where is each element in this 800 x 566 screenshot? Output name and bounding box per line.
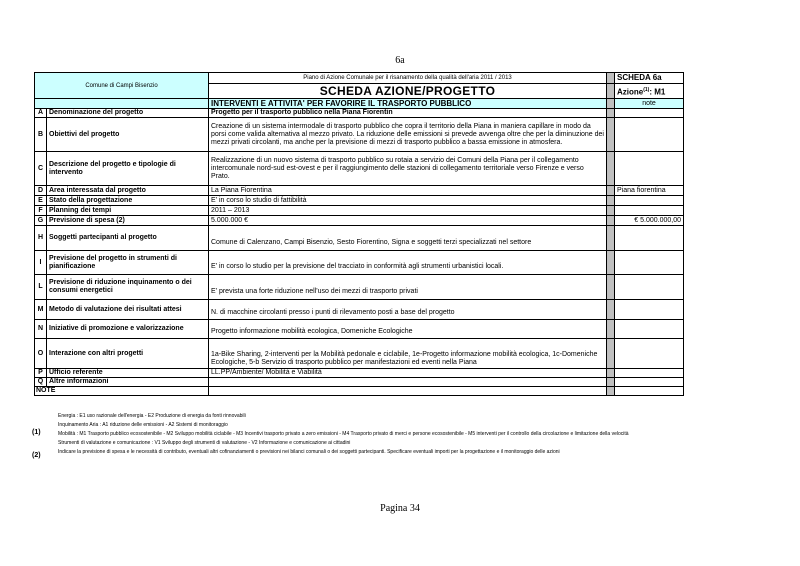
row-value: La Piana Fiorentina — [209, 186, 607, 196]
row-note — [615, 206, 684, 216]
action-sheet-table — [34, 72, 684, 396]
scheda-label: SCHEDA 6a — [615, 73, 684, 84]
row-value: E' in corso lo studio di fattibilità — [209, 196, 607, 206]
row-code: A — [35, 109, 47, 118]
note-column-header: note — [615, 99, 684, 109]
row-note: Piana fiorentina — [615, 186, 684, 196]
gray-separator — [607, 73, 615, 84]
row-code: B — [35, 118, 47, 152]
table-row — [35, 152, 684, 186]
category-title: INTERVENTI E ATTIVITA' PER FAVORIRE IL TRASPORTO PUBBLICO — [209, 99, 607, 109]
footnote-line: Mobilità : M1 Trasporto pubblico ecosostenibile - M2 Sviluppo mobilità ciclabile - M3 Incentivi trasporto privato a zero emissioni - M4 Trasporto privato di merci e persone ecosostenibile - M5 interventi per il controllo della circolazione e limitazione della velocità — [58, 431, 629, 437]
row-value: Progetto per il trasporto pubblico nella Piana Fiorentin — [209, 109, 607, 118]
row-label: Planning dei tempi — [47, 206, 209, 216]
row-note — [615, 196, 684, 206]
row-label: Previsione di spesa (2) — [47, 216, 209, 226]
row-label: Previsione di riduzione inquinamento o dei consumi energetici — [47, 275, 209, 300]
row-label: Metodo di valutazione dei risultati attesi — [47, 300, 209, 320]
row-note — [615, 300, 684, 320]
footnote-line: Energia : E1 uso razionale dell'energia - E2 Produzione di energia da fonti rinnovabili — [58, 413, 246, 419]
table-row — [35, 226, 684, 251]
row-note — [615, 152, 684, 186]
table-row — [35, 369, 684, 378]
main-title: SCHEDA AZIONE/PROGETTO — [209, 84, 607, 99]
table-row — [35, 300, 684, 320]
row-code: O — [35, 339, 47, 369]
row-code: M — [35, 300, 47, 320]
row-value: LL.PP/Ambiente/ Mobilità e Viabilità — [209, 369, 607, 378]
azione-label: Azione — [617, 87, 644, 97]
row-value: Realizzazione di un nuovo sistema di trasporto pubblico su rotaia a servizio dei Comuni della Piana per il collegamento intercomunale nord-sud est-ovest e per il raggiungimento delle stazioni di collegamento territoriale verso Firenze e verso Prato. — [209, 152, 607, 186]
note-row-label: NOTE — [35, 387, 209, 396]
row-note — [615, 109, 684, 118]
row-value: E' in corso lo studio per la previsione del tracciato in conformità agli strumenti urbanistici locali. — [209, 251, 607, 275]
table-row — [35, 378, 684, 387]
table-row — [35, 275, 684, 300]
row-note — [615, 226, 684, 251]
footnote-2-mark: (2) — [32, 452, 41, 459]
table-row — [35, 339, 684, 369]
row-label: Iniziative di promozione e valorizzazione — [47, 320, 209, 339]
row-value: Progetto informazione mobilità ecologica, Domeniche Ecologiche — [209, 320, 607, 339]
footnote-2 — [32, 449, 730, 459]
table-row — [35, 196, 684, 206]
row-code: G — [35, 216, 47, 226]
row-note — [615, 251, 684, 275]
azione-cell — [615, 84, 684, 99]
row-value: N. di macchine circolanti presso i punti di rilevamento posti a base del progetto — [209, 300, 607, 320]
row-note — [615, 118, 684, 152]
row-value — [209, 378, 607, 387]
row-label: Ufficio referente — [47, 369, 209, 378]
row-note — [615, 369, 684, 378]
row-value: 5.000.000 € — [209, 216, 607, 226]
row-note — [615, 320, 684, 339]
row-code: L — [35, 275, 47, 300]
row-value: E' prevista una forte riduzione nell'uso dei mezzi di trasporto privati — [209, 275, 607, 300]
row-label: Interazione con altri progetti — [47, 339, 209, 369]
table-row — [35, 109, 684, 118]
row-note — [615, 378, 684, 387]
footnotes — [32, 413, 730, 459]
row-code: F — [35, 206, 47, 216]
row-note — [615, 275, 684, 300]
row-code: E — [35, 196, 47, 206]
row-label: Stato della progettazione — [47, 196, 209, 206]
row-value: Comune di Calenzano, Campi Bisenzio, Sesto Fiorentino, Signa e soggetti terzi specializzati nel settore — [209, 226, 607, 251]
row-value: Creazione di un sistema intermodale di trasporto pubblico che copra il territorio della Piana in maniera capillare in modo da porsi come valida alternativa al mezzo privato. La riduzione delle emissioni si prevede avvenga oltre che per la diminuzione dei mezzi privati circolanti, ma anche per la previsione di mezzi di trasporto pubblico a bassa emissione in atmosfera. — [209, 118, 607, 152]
row-code: D — [35, 186, 47, 196]
row-value: 2011 – 2013 — [209, 206, 607, 216]
row-code: Q — [35, 378, 47, 387]
row-code: N — [35, 320, 47, 339]
row-label: Previsione del progetto in strumenti di pianificazione — [47, 251, 209, 275]
table-row — [35, 320, 684, 339]
row-code: H — [35, 226, 47, 251]
row-label: Obiettivi del progetto — [47, 118, 209, 152]
row-code: I — [35, 251, 47, 275]
table-row — [35, 118, 684, 152]
footnote-line: Strumenti di valutazione e comunicazione : V1 Sviluppo degli strumenti di valutazione - V2 Informazione e comunicazione ai cittadini — [58, 440, 351, 446]
comune-name: Comune di Campi Bisenzio — [35, 73, 209, 99]
footnote-line: Indicare la previsione di spesa e le necessità di contributo, eventuali altri cofinanziamenti o previsioni nei bilanci comunali o dei soggetti partecipanti. Specificare eventuali importi per la progettazione e il monitoraggio delle azioni — [58, 449, 560, 455]
table-row — [35, 186, 684, 196]
table-row — [35, 206, 684, 216]
row-label: Denominazione del progetto — [47, 109, 209, 118]
row-label: Area interessata dal progetto — [47, 186, 209, 196]
azione-value: : M1 — [649, 87, 666, 97]
row-label: Soggetti partecipanti al progetto — [47, 226, 209, 251]
page-number-header: 6a — [395, 55, 405, 66]
azione-footnote-ref: (1) — [643, 86, 650, 93]
note-row — [35, 387, 684, 396]
plan-title: Piano di Azione Comunale per il risanamento della qualità dell'aria 2011 / 2013 — [209, 73, 607, 84]
footnote-1-mark: (1) — [32, 429, 41, 436]
row-value: 1a-Bike Sharing, 2-interventi per la Mobilità pedonale e ciclabile, 1e-Progetto informazione mobilità ecologica, 1c-Domeniche Ecologiche, 5-b Servizio di trasporto pubblico per manifestazioni ed eventi nella Piana — [209, 339, 607, 369]
row-label: Descrizione del progetto e tipologie di intervento — [47, 152, 209, 186]
row-code: P — [35, 369, 47, 378]
row-note: € 5.000.000,00 — [615, 216, 684, 226]
footnote-line: Inquinamento Aria : A1 riduzione delle emissioni - A2 Sistemi di monitoraggio — [58, 422, 228, 428]
table-row — [35, 216, 684, 226]
footnote-1 — [32, 413, 730, 447]
row-code: C — [35, 152, 47, 186]
page-number-footer: Pagina 34 — [380, 503, 420, 514]
table-row — [35, 251, 684, 275]
row-note — [615, 339, 684, 369]
row-label: Altre informazioni — [47, 378, 209, 387]
